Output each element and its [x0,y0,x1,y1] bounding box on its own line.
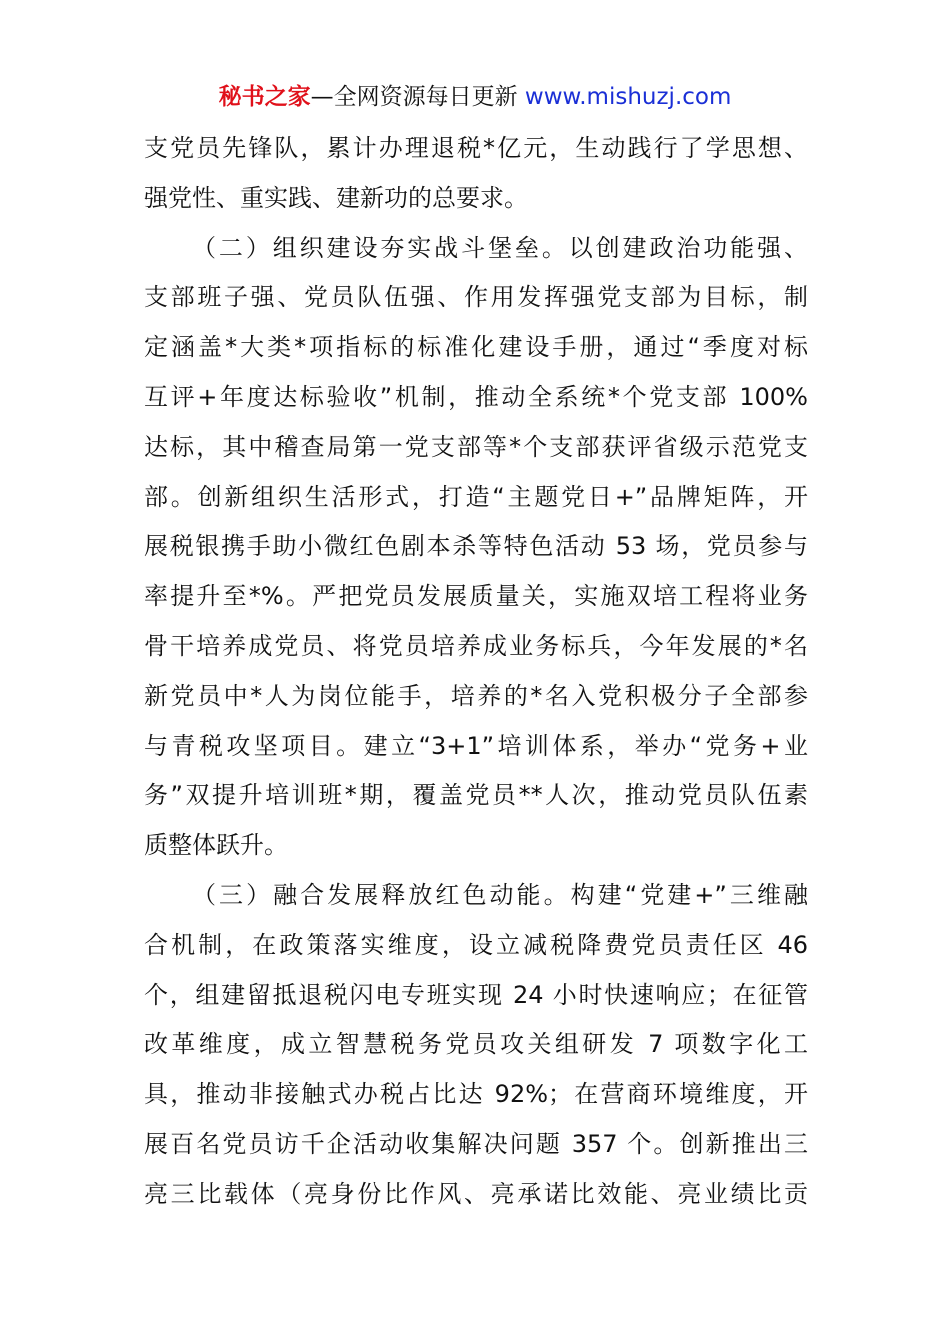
body-line: 合机制，在政策落实维度，设立减税降费党员责任区 46 [144,930,808,959]
site-url-link[interactable]: www.mishuzj.com [524,84,732,110]
body-line: 展百名党员访千企活动收集解决问题 357 个。创新推出三 [144,1129,808,1158]
body-line: 个，组建留抵退税闪电专班实现 24 小时快速响应；在征管 [144,980,808,1009]
body-line: 骨干培养成党员、将党员培养成业务标兵，今年发展的*名 [144,631,808,660]
body-line: 率提升至*%。严把党员发展质量关，实施双培工程将业务 [144,582,808,611]
body-line: 质整体跃升。 [144,831,288,860]
header-tagline: —全网资源每日更新 [310,84,518,110]
body-line: 强党性、重实践、建新功的总要求。 [144,183,528,212]
body-line: 互评+年度达标验收”机制，推动全系统*个党支部 100% [144,382,808,411]
body-line: 展税银携手助小微红色剧本杀等特色活动 53 场，党员参与 [144,532,808,561]
section-heading-line: （三）融合发展释放红色动能。构建“党建+”三维融 [192,880,808,909]
body-line: 定涵盖*大类*项指标的标准化建设手册，通过“季度对标 [144,333,808,362]
brand-name: 秘书之家 [218,84,311,110]
body-line: 新党员中*人为岗位能手，培养的*名入党积极分子全部参 [144,681,808,710]
document-body [144,124,808,1220]
body-line: 务”双提升培训班*期，覆盖党员**人次，推动党员队伍素 [144,781,808,810]
body-line: 达标，其中稽查局第一党支部等*个支部获评省级示范党支 [144,432,808,461]
body-line: 支部班子强、党员队伍强、作用发挥强党支部为目标，制 [144,283,808,312]
body-line: 改革维度，成立智慧税务党员攻关组研发 7 项数字化工 [144,1030,808,1059]
site-header [0,80,950,114]
section-heading-line: （二）组织建设夯实战斗堡垒。以创建政治功能强、 [192,233,808,262]
body-line: 支党员先锋队，累计办理退税*亿元，生动践行了学思想、 [144,134,808,162]
body-line: 部。创新组织生活形式，打造“主题党日+”品牌矩阵，开 [144,482,808,511]
body-line: 亮三比载体（亮身份比作风、亮承诺比效能、亮业绩比贡 [144,1179,808,1208]
body-line: 与青税攻坚项目。建立“3+1”培训体系，举办“党务+业 [144,731,808,760]
body-line: 具，推动非接触式办税占比达 92%；在营商环境维度，开 [144,1080,808,1109]
